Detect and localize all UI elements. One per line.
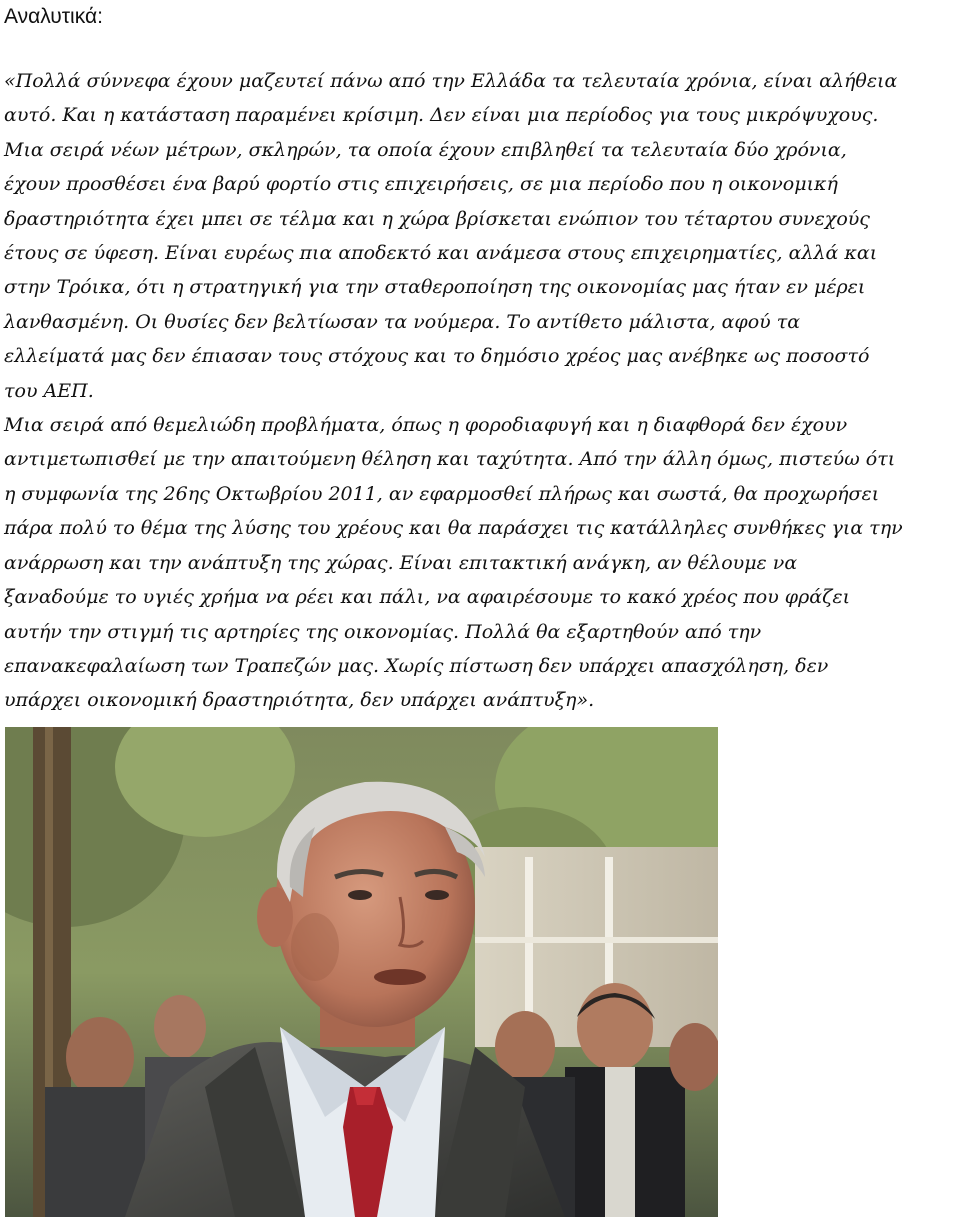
quote-line: έτους σε ύφεση. Είναι ευρέως πια αποδεκτό και ανάμεσα στους επιχειρηματίες, αλλά και [4,242,878,265]
speaker-photo [5,727,718,1217]
quote-line: η συμφωνία της 26ης Οκτωβρίου 2011, αν εφαρμοσθεί πλήρως και σωστά, θα προχωρήσει [4,482,880,505]
quote-line: υπάρχει οικονομική δραστηριότητα, δεν υπάρχει ανάπτυξη». [4,689,595,712]
quote-line: Μια σειρά από θεμελιώδη προβλήματα, όπως η φοροδιαφυγή και η διαφθορά δεν έχουν [4,414,848,437]
quote-line: Μια σειρά νέων μέτρων, σκληρών, τα οποία έχουν επιβληθεί τα τελευταία δύο χρόνια, [4,138,847,161]
quote-line: αντιμετωπισθεί με την απαιτούμενη θέληση και ταχύτητα. Από την άλλη όμως, πιστεύω ότι [4,448,896,471]
section-heading: Αναλυτικά: [4,5,103,28]
quote-line: δραστηριότητα έχει μπει σε τέλμα και η χώρα βρίσκεται ενώπιον του τέταρτου συνεχούς [4,207,870,230]
quote-line: ανάρρωση και την ανάπτυξη της χώρας. Είναι επιτακτική ανάγκη, αν θέλουμε να [4,551,798,574]
quote-line: λανθασμένη. Οι θυσίες δεν βελτίωσαν τα νούμερα. Το αντίθετο μάλιστα, αφού τα [4,310,801,333]
quote-line: αυτό. Και η κατάσταση παραμένει κρίσιμη. Δεν είναι μια περίοδος για τους μικρόψυχους. [4,104,879,127]
quote-line: έχουν προσθέσει ένα βαρύ φορτίο στις επιχειρήσεις, σε μια περίοδο που η οικονομική [4,173,838,196]
speaker-photo-illustration [5,727,718,1217]
quote-line: στην Τρόικα, ότι η στρατηγική για την σταθεροποίηση της οικονομίας μας ήταν εν μέρει [4,276,866,299]
quote-line: ξαναδούμε το υγιές χρήμα να ρέει και πάλι, να αφαιρέσουμε το κακό χρέος που φράζει [4,586,851,609]
quote-line: πάρα πολύ το θέμα της λύσης του χρέους και θα παράσχει τις κατάλληλες συνθήκες για την [4,517,903,540]
quote-line: ελλείματά μας δεν έπιασαν τους στόχους και το δημόσιο χρέος μας ανέβηκε ως ποσοστό [4,345,870,368]
quote-line: επανακεφαλαίωση των Τραπεζών μας. Χωρίς πίστωση δεν υπάρχει απασχόληση, δεν [4,654,829,677]
quote-line: αυτήν την στιγμή τις αρτηρίες της οικονομίας. Πολλά θα εξαρτηθούν από την [4,620,762,643]
quote-line: του ΑΕΠ. [4,379,94,402]
quote-paragraph [4,64,956,718]
quote-line: «Πολλά σύννεφα έχουν μαζευτεί πάνω από την Ελλάδα τα τελευταία χρόνια, είναι αλήθεια [4,70,898,92]
